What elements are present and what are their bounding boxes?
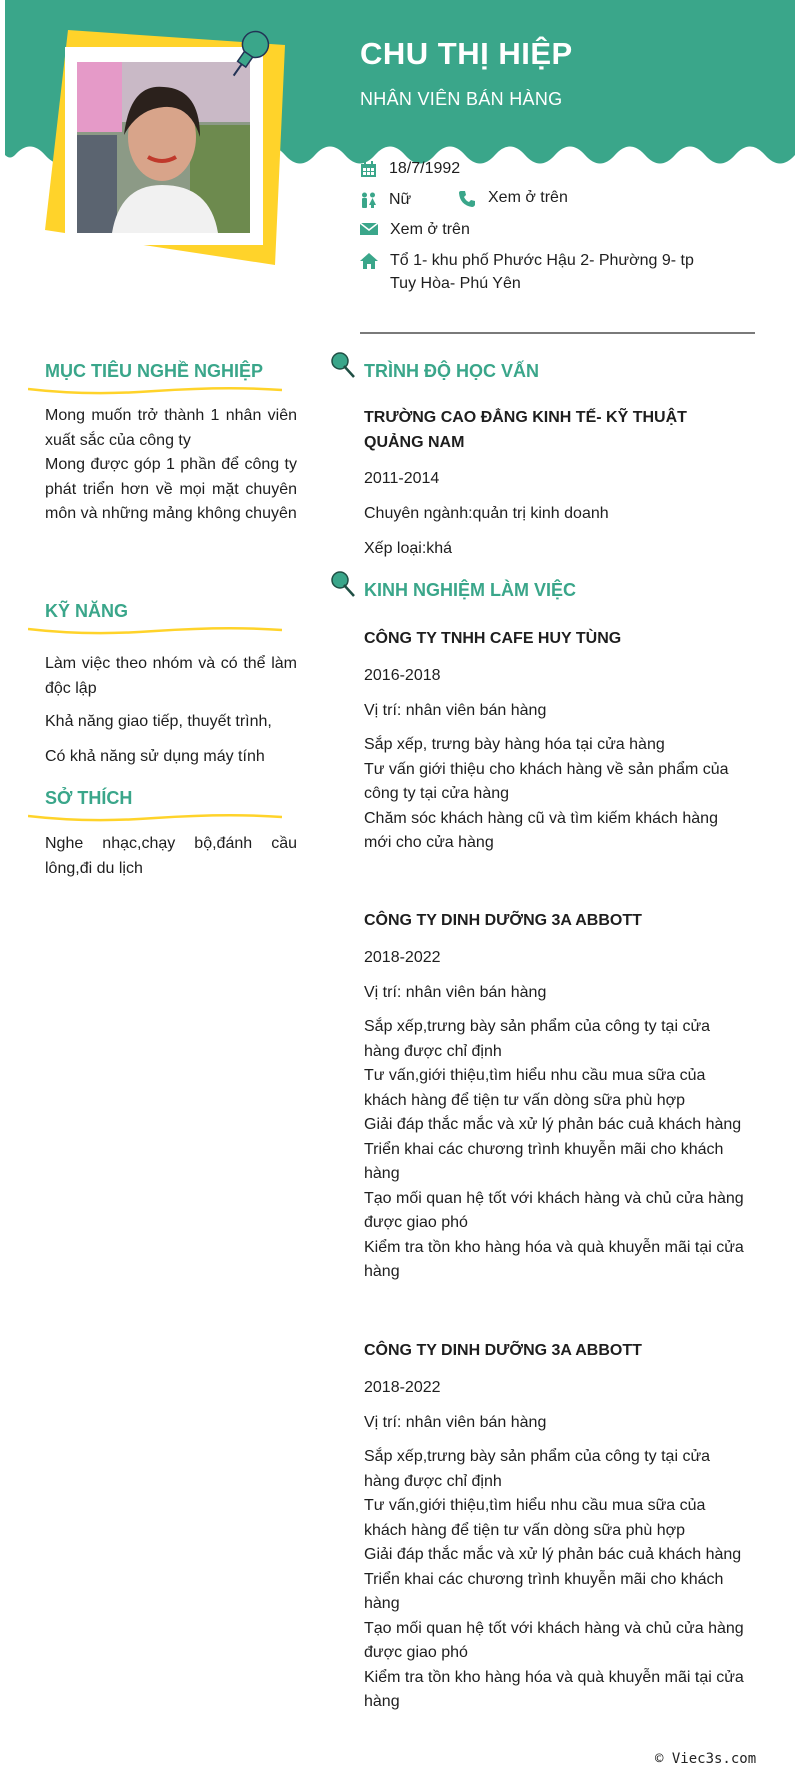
job-duty: Kiểm tra tồn kho hàng hóa và quà khuyễn mãi tại cửa hàng	[364, 1668, 744, 1710]
calendar-icon	[360, 161, 377, 178]
email-value: Xem ở trên	[390, 221, 470, 238]
skills-underline	[28, 626, 282, 636]
objective-line-1: Mong muốn trở thành 1 nhân viên xuất sắc của công ty	[45, 407, 297, 449]
education-major: Chuyên ngành:quản trị kinh doanh	[364, 505, 609, 522]
education-title: TRÌNH ĐỘ HỌC VẤN	[364, 361, 539, 381]
job-duties	[364, 1015, 744, 1285]
job-duty: Giải đáp thắc mắc và xử lý phản bác cuả khách hàng	[364, 1546, 742, 1563]
job-company: CÔNG TY DINH DƯỠNG 3A ABBOTT	[364, 1342, 642, 1359]
hobbies-text: Nghe nhạc,chạy bộ,đánh cầu lông,đi du lịch	[45, 835, 297, 877]
job-duty: Triển khai các chương trình khuyễn mãi cho khách hàng	[364, 1140, 724, 1182]
hobbies-underline	[28, 813, 282, 823]
skills-title: KỸ NĂNG	[45, 601, 129, 621]
objective-underline	[28, 386, 282, 396]
experience-title: KINH NGHIỆM LÀM VIỆC	[364, 580, 577, 600]
birthday-row	[360, 160, 460, 178]
job-duties	[364, 1445, 744, 1715]
candidate-name: CHU THỊ HIỆP	[360, 36, 573, 71]
job-duty: Tư vấn,giới thiệu,tìm hiểu nhu cầu mua sữa của khách hàng để tiện tư vấn dòng sữa phù hợp	[364, 1497, 706, 1539]
profile-photo	[40, 25, 300, 275]
job-duty: Giải đáp thắc mắc và xử lý phản bác cuả khách hàng	[364, 1116, 742, 1133]
skill-item: Khả năng giao tiếp, thuyết trình,	[45, 713, 272, 730]
people-icon	[360, 192, 377, 209]
pushpin-icon	[330, 351, 356, 379]
job-duty: Triển khai các chương trình khuyễn mãi cho khách hàng	[364, 1570, 724, 1612]
objective-title: MỤC TIÊU NGHỀ NGHIỆP	[45, 361, 264, 381]
education-grade: Xếp loại:khá	[364, 540, 453, 557]
job-position: Vị trí: nhân viên bán hàng	[364, 1414, 547, 1431]
job-company: CÔNG TY TNHH CAFE HUY TÙNG	[364, 630, 622, 647]
job-duties	[364, 733, 744, 856]
job-years: 2018-2022	[364, 1379, 441, 1396]
gender-value: Nữ	[389, 191, 412, 208]
job-duty: Chăm sóc khách hàng cũ và tìm kiếm khách hàng mới cho cửa hàng	[364, 809, 718, 851]
job-duty: Tư vấn giới thiệu cho khách hàng về sản phẩm của công ty tại cửa hàng	[364, 760, 729, 802]
job-duty: Tư vấn,giới thiệu,tìm hiểu nhu cầu mua sữa của khách hàng để tiện tư vấn dòng sữa phù hợp	[364, 1067, 706, 1109]
job-years: 2018-2022	[364, 949, 441, 966]
job-position: Vị trí: nhân viên bán hàng	[364, 984, 547, 1001]
home-icon	[360, 253, 378, 269]
address-line-1: Tổ 1- khu phố Phước Hậu 2- Phường 9- tp	[390, 252, 694, 269]
job-position: Vị trí: nhân viên bán hàng	[364, 702, 547, 719]
candidate-role: NHÂN VIÊN BÁN HÀNG	[360, 89, 563, 109]
watermark: © Viec3s.com	[655, 1751, 757, 1767]
envelope-icon	[360, 222, 378, 236]
job-company: CÔNG TY DINH DƯỠNG 3A ABBOTT	[364, 912, 642, 929]
job-duty: Sắp xếp,trưng bày sản phẩm của công ty tại cửa hàng được chỉ định	[364, 1018, 711, 1060]
job-duty: Tạo mối quan hệ tốt với khách hàng và chủ cửa hàng được giao phó	[364, 1619, 744, 1661]
pushpin-icon	[330, 570, 356, 598]
address-value	[390, 249, 694, 295]
objective-line-2: Mong được góp 1 phần để công ty phát triển hơn về mọi mặt chuyên môn và những mảng không chuyên	[45, 456, 297, 522]
email-row	[360, 221, 470, 239]
skill-item: Có khả năng sử dụng máy tính	[45, 748, 265, 765]
header-divider	[360, 332, 755, 334]
education-years: 2011-2014	[364, 470, 440, 487]
address-row	[360, 252, 694, 295]
job-years: 2016-2018	[364, 667, 441, 684]
phone-row	[458, 189, 568, 208]
phone-value: Xem ở trên	[488, 189, 568, 206]
objective-text	[45, 404, 297, 527]
phone-icon	[458, 190, 476, 208]
job-duty: Sắp xếp, trưng bày hàng hóa tại cửa hàng	[364, 736, 665, 753]
address-line-2: Tuy Hòa- Phú Yên	[390, 275, 521, 292]
school-name: TRƯỜNG CAO ĐẲNG KINH TẾ- KỸ THUẬT QUẢNG NAM	[364, 409, 687, 451]
skill-item: Làm việc theo nhóm và có thể làm độc lập	[45, 655, 297, 697]
job-duty: Sắp xếp,trưng bày sản phẩm của công ty tại cửa hàng được chỉ định	[364, 1448, 711, 1490]
gender-row	[360, 191, 411, 209]
birthday-value: 18/7/1992	[389, 160, 461, 177]
hobbies-title: SỞ THÍCH	[45, 788, 133, 808]
job-duty: Kiểm tra tồn kho hàng hóa và quà khuyễn mãi tại cửa hàng	[364, 1238, 744, 1280]
job-duty: Tạo mối quan hệ tốt với khách hàng và chủ cửa hàng được giao phó	[364, 1189, 744, 1231]
